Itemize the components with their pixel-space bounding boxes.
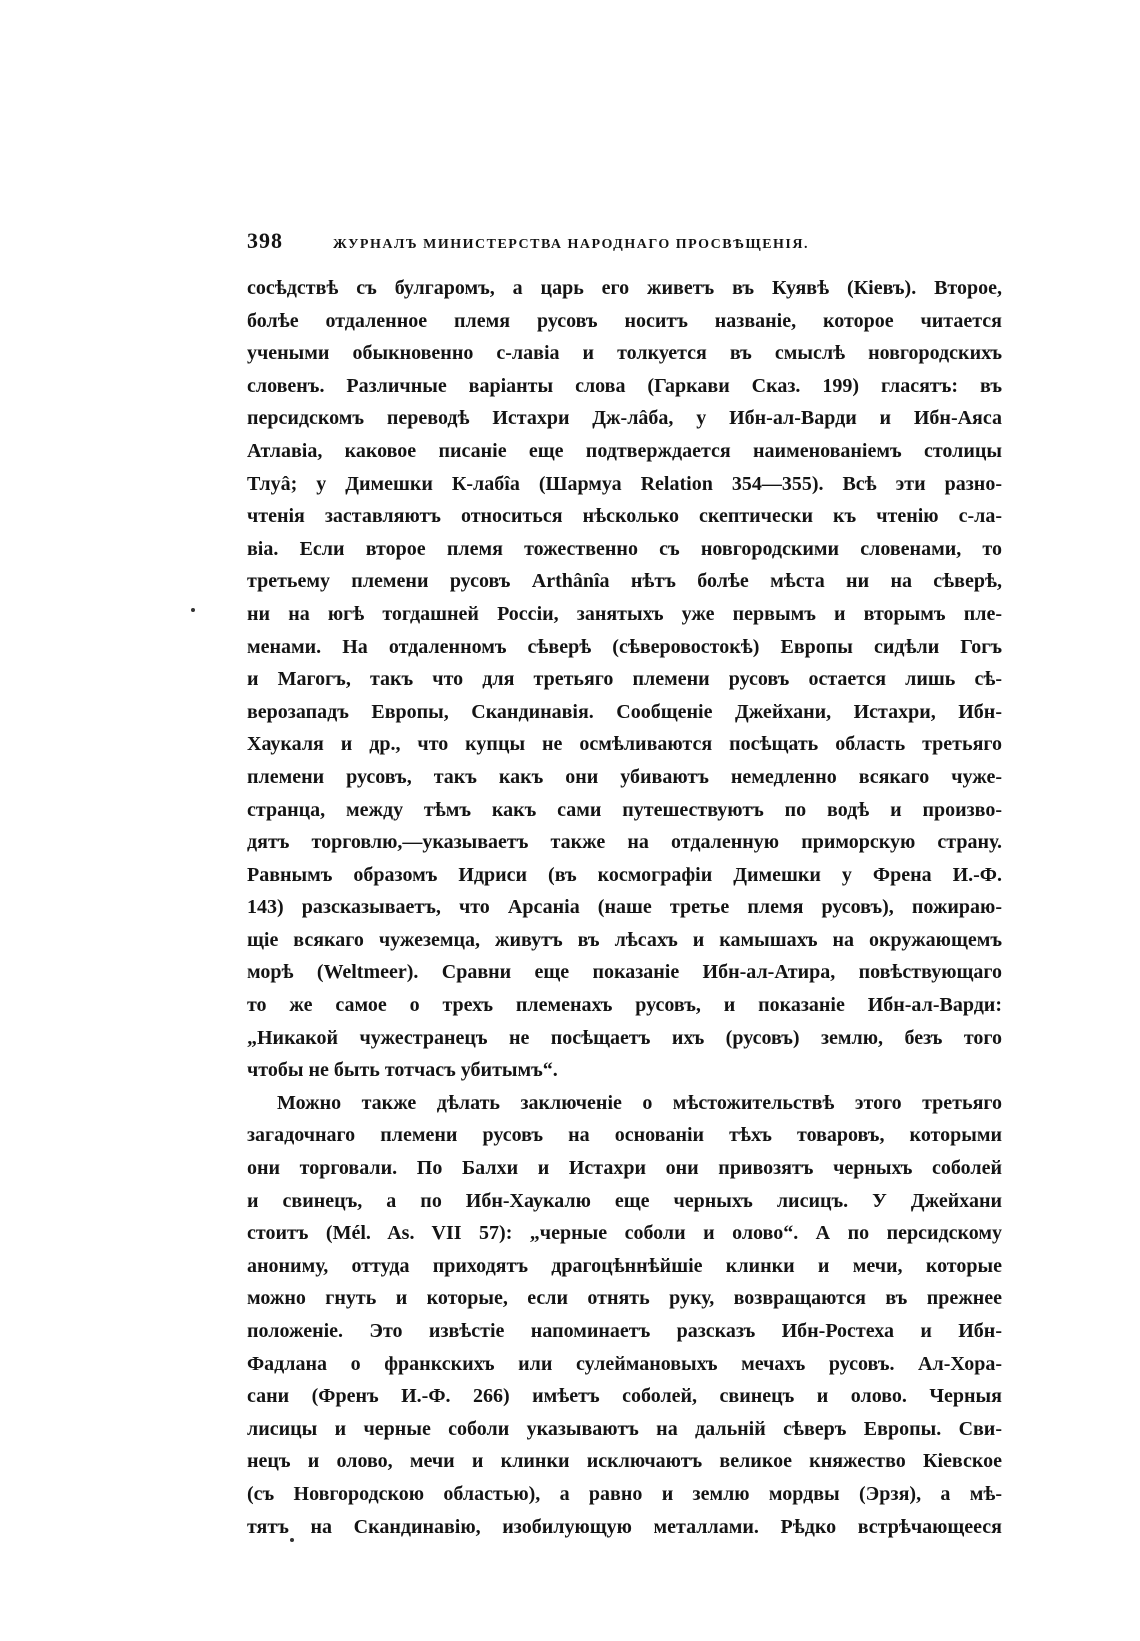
text-line: верозападъ Европы, Скандинавія. Сообщеніе Джейхани, Истахри, Ибн- xyxy=(247,700,1002,723)
text-line: віа. Если второе племя тожественно съ новгородскими словенами, то xyxy=(247,537,1002,560)
text-line: нецъ и олово, мечи и клинки исключаютъ великое княжество Кіевское xyxy=(247,1450,1002,1473)
text-line: словенъ. Различные варіанты слова (Гаркави Сказ. 199) гласятъ: въ xyxy=(247,374,1002,397)
text-line: щіе всякаго чужеземца, живутъ въ лѣсахъ и камышахъ на окружающемъ xyxy=(247,928,1002,951)
text-line: болѣе отдаленное племя русовъ носитъ названіе, которое читается xyxy=(247,309,1002,332)
text-line: племени русовъ, такъ какъ они убиваютъ немедленно всякаго чуже- xyxy=(247,765,1002,788)
text-line: чтобы не быть тотчасъ убитымъ“. xyxy=(247,1059,558,1082)
text-line: дятъ торговлю,—указываетъ также на отдаленную приморскую страну. xyxy=(247,831,1002,854)
text-line: 143) разсказываетъ, что Арсаніа (наше третье племя русовъ), пожираю- xyxy=(247,896,1002,919)
text-line: Атлавіа, каковое писаніе еще подтверждается наименованіемъ столицы xyxy=(247,439,1002,462)
body-text xyxy=(247,272,1002,1543)
text-line: положеніе. Это извѣстіе напоминаетъ разсказъ Ибн-Ростеха и Ибн- xyxy=(247,1320,1002,1342)
text-line: странца, между тѣмъ какъ сами путешествуютъ по водѣ и произво- xyxy=(247,798,1002,821)
text-line: Фадлана о франкскихъ или сулеймановыхъ мечахъ русовъ. Ал-Хора- xyxy=(247,1352,1002,1375)
text-line: стоитъ (Mél. As. VII 57): „черные соболи и олово“. А по персидскому xyxy=(247,1222,1002,1245)
text-line: анониму, оттуда приходятъ драгоцѣннѣйшіе клинки и мечи, которые xyxy=(247,1254,1002,1277)
margin-mark xyxy=(290,1538,294,1542)
text-line: учеными обыкновенно с-лавіа и толкуется въ смыслѣ новгородскихъ xyxy=(247,342,1002,365)
text-line: Хаукаля и др., что купцы не осмѣливаются посѣщать область третьяго xyxy=(247,733,1002,756)
text-line: сани (Френъ И.-Ф. 266) имѣетъ соболей, свинецъ и олово. Черныя xyxy=(247,1385,1002,1408)
text-line: они торговали. По Балхи и Истахри они привозятъ черныхъ соболей xyxy=(247,1157,1002,1180)
text-line: „Никакой чужестранецъ не посѣщаетъ ихъ (русовъ) землю, безъ того xyxy=(247,1026,1002,1049)
text-line: тятъ на Скандинавію, изобилующую металлами. Рѣдко встрѣчающееся xyxy=(247,1515,1002,1538)
text-line: сосѣдствѣ съ булгаромъ, а царь его живетъ въ Куявѣ (Кіевъ). Второе, xyxy=(247,277,1002,299)
running-title: ЖУРНАЛЪ МИНИСТЕРСТВА НАРОДНАГО ПРОСВѢЩЕНІЯ. xyxy=(333,237,809,252)
text-line: менами. На отдаленномъ сѣверѣ (сѣверовостокѣ) Европы сидѣли Гогъ xyxy=(247,635,1002,658)
text-line: Равнымъ образомъ Идриси (въ космографіи Димешки у Френа И.-Ф. xyxy=(247,863,1002,886)
margin-mark xyxy=(191,608,195,612)
text-line: Тлуâ; у Димешки К-лабîа (Шармуа Relation 354—355). Всѣ эти разно- xyxy=(247,472,1002,495)
text-line: ни на югѣ тогдашней Россіи, занятыхъ уже первымъ и вторымъ пле- xyxy=(247,602,1002,625)
text-line: (съ Новгородскою областью), а равно и землю мордвы (Эрзя), а мѣ- xyxy=(247,1482,1002,1505)
text-line: можно гнуть и которые, если отнять руку, возвращаются въ прежнее xyxy=(247,1287,1002,1310)
text-line: чтенія заставляютъ относиться нѣсколько скептически къ чтенію с-ла- xyxy=(247,505,1002,528)
text-line: Можно также дѣлать заключеніе о мѣстожительствѣ этого третьяго xyxy=(277,1091,1002,1114)
text-line: и свинецъ, а по Ибн-Хаукалю еще черныхъ лисицъ. У Джейхани xyxy=(247,1189,1002,1212)
page-number: 398 xyxy=(247,228,283,253)
text-line: морѣ (Weltmeer). Сравни еще показаніе Ибн-ал-Атира, повѣствующаго xyxy=(247,961,1002,984)
text-line: загадочнаго племени русовъ на основаніи тѣхъ товаровъ, которыми xyxy=(247,1124,1002,1147)
text-line: и Магогъ, такъ что для третьяго племени русовъ остается лишь сѣ- xyxy=(247,668,1002,691)
text-line: персидскомъ переводѣ Истахри Дж-лâба, у Ибн-ал-Варди и Ибн-Аяса xyxy=(247,407,1002,430)
text-line: лисицы и черные соболи указываютъ на дальній сѣверъ Европы. Сви- xyxy=(247,1417,1002,1440)
text-line: то же самое о трехъ племенахъ русовъ, и показаніе Ибн-ал-Варди: xyxy=(247,994,1002,1017)
text-line: третьему племени русовъ Arthânîa нѣтъ болѣе мѣста ни на сѣверѣ, xyxy=(247,570,1002,593)
page-header xyxy=(247,228,1007,258)
